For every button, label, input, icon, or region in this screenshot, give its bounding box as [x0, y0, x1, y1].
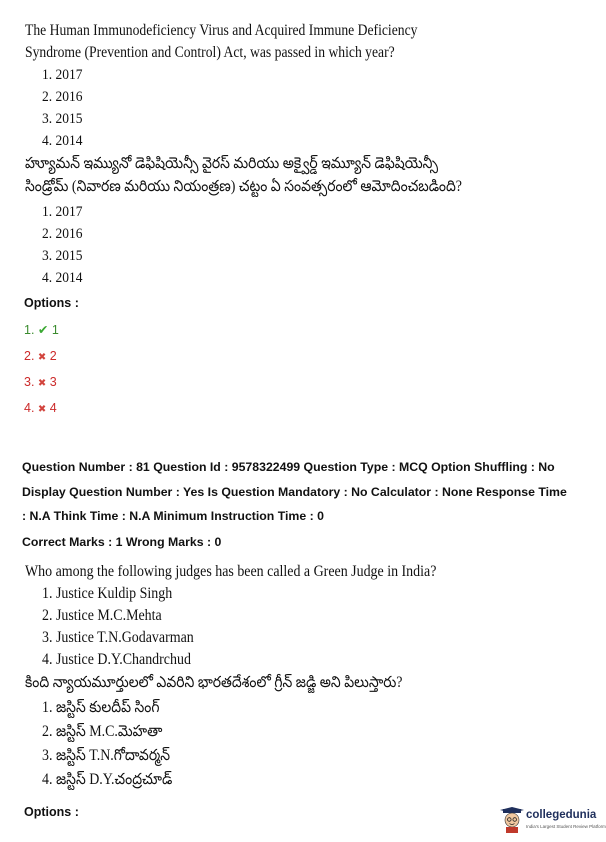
question-80-options-te — [42, 201, 83, 289]
answer-option-4 — [24, 400, 57, 416]
option-te-2: 2. జస్టిస్ M.C.మెహతా — [42, 723, 163, 740]
answer-number: 4. — [24, 401, 35, 415]
question-81-meta-line2: Display Question Number : Yes Is Question Mandatory : No Calculator : None Response Time — [22, 485, 567, 499]
answer-number: 1. — [24, 323, 35, 337]
option-te-4: 4. జస్టిస్ D.Y.చంద్రచూడ్ — [42, 771, 173, 788]
mascot-icon — [500, 807, 524, 833]
answer-number: 3. — [24, 375, 35, 389]
question-81-marks: Correct Marks : 1 Wrong Marks : 0 — [22, 535, 222, 549]
question-80-options-en — [42, 64, 83, 152]
cross-icon: ✖ — [37, 404, 47, 415]
option-en-3: 3. Justice T.N.Godavarman — [42, 629, 194, 646]
option-te-1: 1. 2017 — [42, 204, 83, 220]
option-te-2: 2. 2016 — [42, 226, 83, 242]
check-icon: ✔ — [37, 323, 49, 337]
answer-number: 2. — [24, 349, 35, 363]
option-en-2: 2. 2016 — [42, 89, 83, 105]
answer-option-1 — [24, 322, 59, 338]
collegedunia-logo — [498, 805, 606, 835]
cross-icon: ✖ — [37, 378, 47, 389]
answer-value: 2 — [49, 349, 57, 363]
answer-option-3 — [24, 374, 57, 390]
question-81-options-en — [42, 583, 194, 671]
option-en-4: 4. Justice D.Y.Chandrchud — [42, 651, 191, 668]
option-te-3: 3. జస్టిస్ T.N.గోదావర్మన్ — [42, 747, 171, 764]
option-te-4: 4. 2014 — [42, 270, 83, 286]
question-81-text-te: కింది న్యాయమూర్తులలో ఎవరిని భారతదేశంలో గ్రీన్ జడ్జి అని పిలుస్తారు? — [25, 674, 403, 691]
answer-value: 4 — [49, 401, 57, 415]
answer-value: 3 — [49, 375, 57, 389]
options-label-81: Options : — [24, 805, 79, 819]
option-te-1: 1. జస్టిస్ కులదీప్ సింగ్ — [42, 699, 160, 716]
answer-option-2 — [24, 348, 57, 364]
option-en-3: 3. 2015 — [42, 111, 83, 127]
question-81-options-te — [42, 696, 172, 792]
option-te-3: 3. 2015 — [42, 248, 83, 264]
answer-value: 1 — [51, 323, 59, 337]
question-80-text-en: The Human Immunodeficiency Virus and Acquired Immune Deficiency Syndrome (Prevention and Control) Act, was passed in which year? — [25, 22, 418, 61]
option-en-1: 1. Justice Kuldip Singh — [42, 585, 173, 602]
question-81-meta-line1: Question Number : 81 Question Id : 9578322499 Question Type : MCQ Option Shuffling : No — [22, 460, 555, 474]
question-80-text-te-line1: హ్యూమన్ ఇమ్యునో డెఫిషియెన్సీ వైరస్ మరియు అక్వైర్డ్ ఇమ్యూన్ డెఫిషియెన్సీ — [25, 155, 439, 172]
logo-name: collegedunia — [526, 809, 597, 821]
options-label: Options : — [24, 296, 79, 310]
logo-tagline: India's Largest Student Review Platform — [526, 824, 606, 829]
cross-icon: ✖ — [37, 352, 47, 363]
question-81-text-en: Who among the following judges has been called a Green Judge in India? — [25, 563, 437, 580]
question-81-meta-line3: : N.A Think Time : N.A Minimum Instruction Time : 0 — [22, 509, 324, 523]
option-en-1: 1. 2017 — [42, 67, 83, 83]
option-en-2: 2. Justice M.C.Mehta — [42, 607, 162, 624]
option-en-4: 4. 2014 — [42, 133, 83, 149]
question-80-text-te-line2: సిండ్రోమ్ (నివారణ మరియు నియంత్రణ) చట్టం ఏ సంవత్సరంలో ఆమోదించబడింది? — [25, 178, 462, 195]
